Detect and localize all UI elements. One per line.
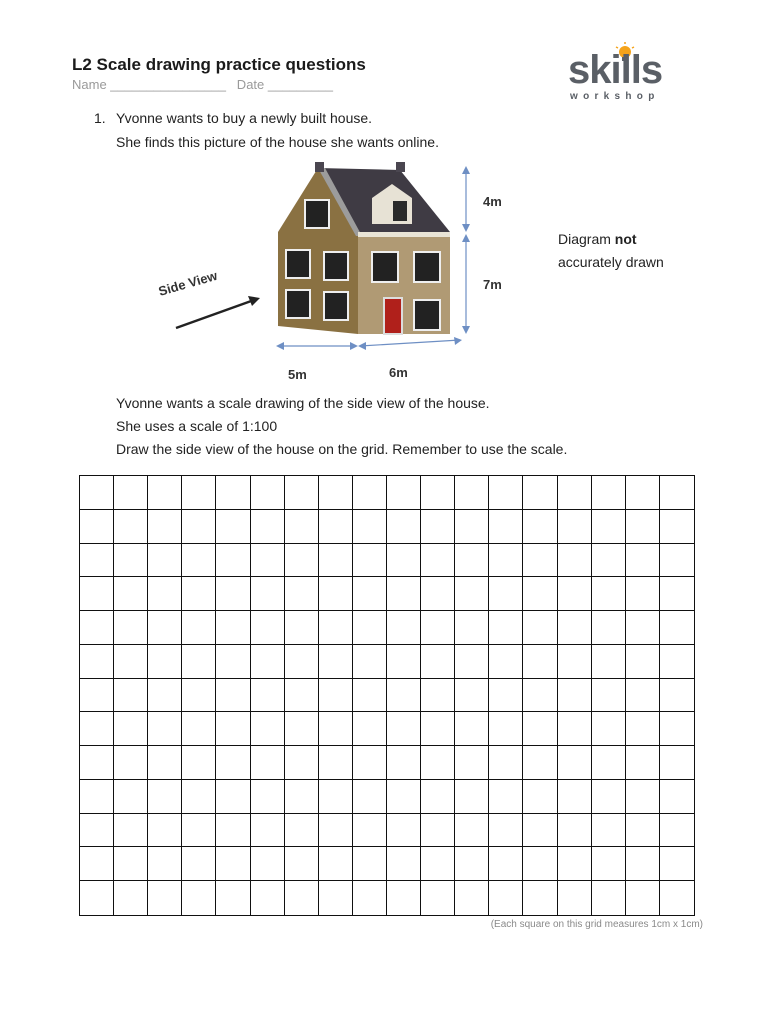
grid-cell[interactable]	[455, 679, 489, 713]
question-line-2: She finds this picture of the house she wants online.	[116, 134, 439, 150]
grid-cell[interactable]	[148, 544, 182, 578]
grid-cell[interactable]	[353, 510, 387, 544]
grid-cell[interactable]	[216, 645, 250, 679]
grid-cell[interactable]	[626, 679, 660, 713]
grid-cell[interactable]	[421, 577, 455, 611]
grid-cell[interactable]	[626, 780, 660, 814]
arrowhead	[462, 224, 470, 232]
grid-cell[interactable]	[387, 577, 421, 611]
arrowhead	[454, 337, 462, 345]
grid-cell[interactable]	[455, 780, 489, 814]
house-diagram	[150, 156, 710, 386]
grid-cell[interactable]	[216, 611, 250, 645]
grid-cell[interactable]	[626, 544, 660, 578]
grid-cell[interactable]	[114, 476, 148, 510]
grid-cell[interactable]	[660, 746, 694, 780]
grid-cell[interactable]	[489, 847, 523, 881]
grid-cell[interactable]	[387, 712, 421, 746]
grid-cell[interactable]	[626, 611, 660, 645]
grid-cell[interactable]	[489, 476, 523, 510]
grid-cell[interactable]	[387, 645, 421, 679]
side-view-arrow	[176, 300, 254, 328]
grid-cell[interactable]	[558, 544, 592, 578]
grid-cell[interactable]	[319, 712, 353, 746]
grid-cell[interactable]	[285, 746, 319, 780]
grid-cell[interactable]	[421, 847, 455, 881]
grid-cell[interactable]	[523, 712, 557, 746]
grid-cell[interactable]	[660, 611, 694, 645]
grid-cell[interactable]	[626, 847, 660, 881]
grid-cell[interactable]	[421, 814, 455, 848]
front-door	[384, 298, 402, 334]
grid-cell[interactable]	[455, 510, 489, 544]
grid-cell[interactable]	[592, 780, 626, 814]
grid-cell[interactable]	[353, 780, 387, 814]
grid-cell[interactable]	[251, 881, 285, 915]
grid-cell[interactable]	[592, 476, 626, 510]
grid-cell[interactable]	[114, 679, 148, 713]
grid-cell[interactable]	[251, 712, 285, 746]
grid-cell[interactable]	[114, 814, 148, 848]
grid-cell[interactable]	[489, 746, 523, 780]
grid-cell[interactable]	[387, 780, 421, 814]
grid-cell[interactable]	[182, 679, 216, 713]
grid-cell[interactable]	[455, 847, 489, 881]
grid-cell[interactable]	[592, 679, 626, 713]
grid-cell[interactable]	[216, 476, 250, 510]
grid-cell[interactable]	[114, 712, 148, 746]
grid-cell[interactable]	[558, 814, 592, 848]
grid-cell[interactable]	[558, 679, 592, 713]
grid-cell[interactable]	[148, 611, 182, 645]
grid-cell[interactable]	[80, 746, 114, 780]
page-title: L2 Scale drawing practice questions	[72, 55, 366, 74]
grid-cell[interactable]	[558, 476, 592, 510]
grid-cell[interactable]	[80, 476, 114, 510]
arrowhead	[276, 342, 284, 350]
grid-cell[interactable]	[80, 847, 114, 881]
grid-cell[interactable]	[523, 476, 557, 510]
grid-cell[interactable]	[421, 510, 455, 544]
grid-cell[interactable]	[455, 814, 489, 848]
grid-cell[interactable]	[148, 577, 182, 611]
grid-cell[interactable]	[489, 577, 523, 611]
front-window	[414, 252, 440, 282]
grid-cell[interactable]	[626, 510, 660, 544]
grid-cell[interactable]	[114, 780, 148, 814]
grid-cell[interactable]	[319, 476, 353, 510]
grid-cell[interactable]	[660, 780, 694, 814]
question-line-1: Yvonne wants to buy a newly built house.	[116, 110, 373, 126]
grid-cell[interactable]	[592, 746, 626, 780]
grid-cell[interactable]	[148, 814, 182, 848]
grid-cell[interactable]	[353, 476, 387, 510]
grid-cell[interactable]	[148, 476, 182, 510]
grid-cell[interactable]	[216, 814, 250, 848]
logo-subword: workshop	[570, 91, 660, 102]
drawing-grid[interactable]	[79, 475, 695, 916]
grid-cell[interactable]	[114, 847, 148, 881]
grid-cell[interactable]	[182, 476, 216, 510]
chimney-right	[396, 162, 405, 172]
grid-cell[interactable]	[523, 510, 557, 544]
grid-cell[interactable]	[489, 544, 523, 578]
front-window	[372, 252, 398, 282]
grid-cell[interactable]	[592, 847, 626, 881]
grid-cell[interactable]	[660, 847, 694, 881]
grid-cell[interactable]	[660, 544, 694, 578]
grid-cell[interactable]	[421, 476, 455, 510]
grid-cell[interactable]	[592, 881, 626, 915]
grid-cell[interactable]	[148, 510, 182, 544]
grid-cell[interactable]	[251, 746, 285, 780]
grid-cell[interactable]	[455, 611, 489, 645]
grid-cell[interactable]	[251, 510, 285, 544]
grid-cell[interactable]	[421, 679, 455, 713]
side-width-label: 5m	[288, 367, 307, 382]
grid-cell[interactable]	[251, 814, 285, 848]
grid-cell[interactable]	[216, 544, 250, 578]
grid-cell[interactable]	[285, 712, 319, 746]
grid-cell[interactable]	[626, 577, 660, 611]
grid-cell[interactable]	[353, 814, 387, 848]
grid-cell[interactable]	[80, 814, 114, 848]
grid-cell[interactable]	[592, 712, 626, 746]
grid-cell[interactable]	[387, 679, 421, 713]
logo-word: skills	[568, 48, 663, 92]
grid-cell[interactable]	[592, 510, 626, 544]
grid-cell[interactable]	[114, 611, 148, 645]
grid-cell[interactable]	[421, 611, 455, 645]
grid-cell[interactable]	[319, 780, 353, 814]
grid-cell[interactable]	[148, 881, 182, 915]
name-date-line: Name ________________ Date _________	[72, 77, 333, 92]
grid-cell[interactable]	[387, 476, 421, 510]
grid-cell[interactable]	[489, 780, 523, 814]
arrowhead	[462, 166, 470, 174]
grid-cell[interactable]	[148, 645, 182, 679]
grid-cell[interactable]	[660, 814, 694, 848]
arrowhead	[462, 234, 470, 242]
grid-cell[interactable]	[626, 712, 660, 746]
grid-cell[interactable]	[216, 577, 250, 611]
grid-cell[interactable]	[114, 510, 148, 544]
front-window	[414, 300, 440, 330]
grid-cell[interactable]	[182, 746, 216, 780]
grid-cell[interactable]	[182, 780, 216, 814]
grid-cell[interactable]	[251, 544, 285, 578]
grid-cell[interactable]	[523, 780, 557, 814]
grid-cell[interactable]	[523, 679, 557, 713]
grid-cell[interactable]	[182, 510, 216, 544]
grid-cell[interactable]	[455, 476, 489, 510]
grid-cell[interactable]	[353, 746, 387, 780]
grid-cell[interactable]	[251, 645, 285, 679]
grid-cell[interactable]	[353, 544, 387, 578]
grid-cell[interactable]	[216, 746, 250, 780]
instruction-line-3: Draw the side view of the house on the grid. Remember to use the scale.	[116, 441, 568, 457]
grid-cell[interactable]	[251, 476, 285, 510]
grid-cell[interactable]	[148, 679, 182, 713]
arrowhead	[350, 342, 358, 350]
grid-cell[interactable]	[489, 679, 523, 713]
grid-cell[interactable]	[626, 746, 660, 780]
grid-cell[interactable]	[148, 847, 182, 881]
grid-cell[interactable]	[216, 847, 250, 881]
grid-cell[interactable]	[558, 712, 592, 746]
grid-cell[interactable]	[182, 847, 216, 881]
grid-cell[interactable]	[660, 645, 694, 679]
grid-cell[interactable]	[421, 645, 455, 679]
grid-cell[interactable]	[285, 611, 319, 645]
grid-cell[interactable]	[353, 611, 387, 645]
grid-cell[interactable]	[592, 544, 626, 578]
grid-cell[interactable]	[80, 611, 114, 645]
grid-cell[interactable]	[319, 881, 353, 915]
grid-cell[interactable]	[285, 780, 319, 814]
grid-cell[interactable]	[319, 544, 353, 578]
grid-cell[interactable]	[216, 510, 250, 544]
grid-cell[interactable]	[285, 645, 319, 679]
instruction-line-2: She uses a scale of 1:100	[116, 418, 278, 434]
diagram-note-prefix: Diagram	[558, 231, 615, 247]
grid-cell[interactable]	[216, 712, 250, 746]
grid-cell[interactable]	[558, 577, 592, 611]
side-view-label: Side View	[156, 267, 219, 299]
grid-cell[interactable]	[80, 645, 114, 679]
grid-cell[interactable]	[148, 746, 182, 780]
grid-cell[interactable]	[626, 476, 660, 510]
grid-cell[interactable]	[387, 611, 421, 645]
grid-cell[interactable]	[523, 746, 557, 780]
grid-cell[interactable]	[251, 847, 285, 881]
grid-cell[interactable]	[387, 881, 421, 915]
grid-cell[interactable]	[319, 847, 353, 881]
wall-height-label: 7m	[483, 277, 502, 292]
grid-cell[interactable]	[558, 746, 592, 780]
grid-cell[interactable]	[523, 814, 557, 848]
grid-cell[interactable]	[592, 814, 626, 848]
side-window	[305, 200, 329, 228]
grid-cell[interactable]	[285, 544, 319, 578]
grid-cell[interactable]	[80, 577, 114, 611]
grid-cell[interactable]	[114, 577, 148, 611]
grid-cell[interactable]	[592, 577, 626, 611]
grid-cell[interactable]	[489, 510, 523, 544]
chimney-left	[315, 162, 324, 172]
grid-cell[interactable]	[387, 746, 421, 780]
grid-cell[interactable]	[558, 611, 592, 645]
diagram-note-line-1	[558, 231, 637, 247]
grid-cell[interactable]	[455, 645, 489, 679]
grid-cell[interactable]	[285, 577, 319, 611]
grid-cell[interactable]	[489, 712, 523, 746]
arrowhead	[462, 326, 470, 334]
side-window	[286, 250, 310, 278]
grid-cell[interactable]	[251, 780, 285, 814]
grid-cell[interactable]	[660, 712, 694, 746]
grid-cell[interactable]	[421, 780, 455, 814]
grid-cell[interactable]	[148, 712, 182, 746]
grid-cell[interactable]	[455, 746, 489, 780]
grid-cell[interactable]	[216, 679, 250, 713]
grid-cell[interactable]	[455, 881, 489, 915]
grid-cell[interactable]	[353, 577, 387, 611]
grid-cell[interactable]	[523, 847, 557, 881]
grid-cell[interactable]	[182, 645, 216, 679]
grid-cell[interactable]	[353, 881, 387, 915]
grid-cell[interactable]	[455, 577, 489, 611]
grid-cell[interactable]	[592, 645, 626, 679]
grid-cell[interactable]	[626, 645, 660, 679]
roof-height-label: 4m	[483, 194, 502, 209]
grid-cell[interactable]	[660, 476, 694, 510]
grid-cell[interactable]	[182, 611, 216, 645]
grid-cell[interactable]	[489, 881, 523, 915]
grid-cell[interactable]	[285, 881, 319, 915]
grid-cell[interactable]	[489, 645, 523, 679]
grid-cell[interactable]	[114, 746, 148, 780]
grid-cell[interactable]	[319, 611, 353, 645]
grid-cell[interactable]	[80, 510, 114, 544]
grid-cell[interactable]	[319, 679, 353, 713]
grid-cell[interactable]	[319, 746, 353, 780]
grid-cell[interactable]	[558, 645, 592, 679]
grid-cell[interactable]	[216, 881, 250, 915]
grid-cell[interactable]	[558, 510, 592, 544]
grid-cell[interactable]	[80, 544, 114, 578]
grid-caption: (Each square on this grid measures 1cm x 1cm)	[490, 919, 703, 930]
grid-cell[interactable]	[455, 712, 489, 746]
grid-cell[interactable]	[660, 679, 694, 713]
grid-cell[interactable]	[114, 544, 148, 578]
dormer-window	[393, 201, 407, 221]
grid-cell[interactable]	[353, 712, 387, 746]
grid-cell[interactable]	[660, 510, 694, 544]
grid-cell[interactable]	[182, 544, 216, 578]
grid-cell[interactable]	[353, 847, 387, 881]
question-number: 1.	[94, 110, 106, 126]
grid-cell[interactable]	[489, 611, 523, 645]
grid-cell[interactable]	[523, 577, 557, 611]
grid-cell[interactable]	[455, 544, 489, 578]
grid-cell[interactable]	[285, 679, 319, 713]
grid-cell[interactable]	[182, 577, 216, 611]
side-window	[324, 292, 348, 320]
front-width-line	[360, 340, 460, 346]
grid-cell[interactable]	[353, 645, 387, 679]
grid-cell[interactable]	[182, 881, 216, 915]
grid-cell[interactable]	[80, 712, 114, 746]
front-cornice	[358, 232, 450, 237]
grid-cell[interactable]	[285, 476, 319, 510]
grid-cell[interactable]	[319, 577, 353, 611]
side-window	[286, 290, 310, 318]
grid-cell[interactable]	[523, 881, 557, 915]
grid-cell[interactable]	[319, 645, 353, 679]
grid-cell[interactable]	[251, 679, 285, 713]
grid-cell[interactable]	[558, 881, 592, 915]
grid-cell[interactable]	[387, 847, 421, 881]
grid-cell[interactable]	[182, 712, 216, 746]
diagram-note-line-2: accurately drawn	[558, 254, 664, 270]
grid-cell[interactable]	[148, 780, 182, 814]
grid-cell[interactable]	[182, 814, 216, 848]
grid-cell[interactable]	[114, 881, 148, 915]
grid-cell[interactable]	[319, 814, 353, 848]
front-width-label: 6m	[389, 365, 408, 380]
grid-cell[interactable]	[558, 847, 592, 881]
grid-cell[interactable]	[523, 544, 557, 578]
diagram-note-bold: not	[614, 231, 637, 247]
grid-cell[interactable]	[80, 780, 114, 814]
grid-cell[interactable]	[285, 510, 319, 544]
grid-cell[interactable]	[660, 577, 694, 611]
grid-cell[interactable]	[387, 544, 421, 578]
grid-cell[interactable]	[660, 881, 694, 915]
grid-cell[interactable]	[80, 881, 114, 915]
grid-cell[interactable]	[251, 577, 285, 611]
grid-cell[interactable]	[421, 712, 455, 746]
grid-cell[interactable]	[421, 881, 455, 915]
grid-cell[interactable]	[626, 814, 660, 848]
grid-cell[interactable]	[251, 611, 285, 645]
instruction-line-1: Yvonne wants a scale drawing of the side view of the house.	[116, 395, 490, 411]
grid-cell[interactable]	[523, 645, 557, 679]
grid-cell[interactable]	[216, 780, 250, 814]
grid-cell[interactable]	[387, 510, 421, 544]
grid-cell[interactable]	[421, 544, 455, 578]
grid-cell[interactable]	[626, 881, 660, 915]
grid-cell[interactable]	[523, 611, 557, 645]
grid-cell[interactable]	[285, 847, 319, 881]
grid-cell[interactable]	[489, 814, 523, 848]
grid-cell[interactable]	[285, 814, 319, 848]
grid-cell[interactable]	[592, 611, 626, 645]
grid-cell[interactable]	[114, 645, 148, 679]
arrowhead	[358, 342, 366, 350]
grid-cell[interactable]	[421, 746, 455, 780]
grid-cell[interactable]	[80, 679, 114, 713]
side-window	[324, 252, 348, 280]
grid-cell[interactable]	[319, 510, 353, 544]
grid-cell[interactable]	[558, 780, 592, 814]
grid-cell[interactable]	[387, 814, 421, 848]
skills-workshop-logo	[560, 42, 696, 108]
grid-cell[interactable]	[353, 679, 387, 713]
